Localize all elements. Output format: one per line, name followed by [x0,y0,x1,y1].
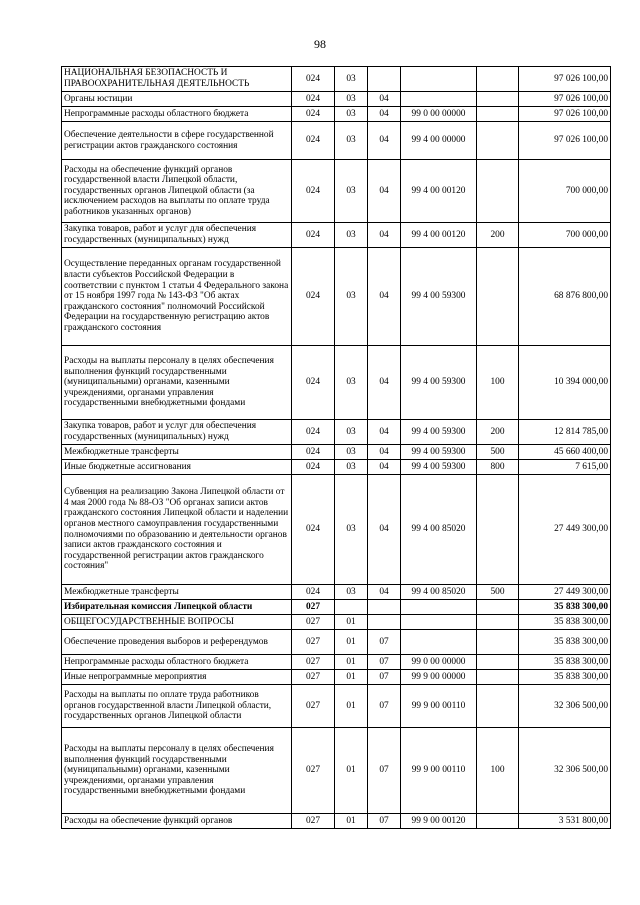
row-article [401,615,477,630]
row-code: 027 [292,655,335,670]
table-row [62,728,611,814]
row-name: Обеспечение проведения выборов и референдумов [62,630,292,655]
row-sum: 35 838 300,00 [519,630,611,655]
row-name: Закупка товаров, работ и услуг для обеспечения государственных (муниципальных) нужд [62,420,292,445]
row-sum: 35 838 300,00 [519,670,611,685]
row-code: 024 [292,107,335,122]
row-section: 01 [335,670,368,685]
row-subsection: 07 [368,670,401,685]
table-row [62,420,611,445]
row-section: 03 [335,585,368,600]
row-article: 99 9 00 00000 [401,670,477,685]
row-sum: 97 026 100,00 [519,67,611,92]
row-name: ОБЩЕГОСУДАРСТВЕННЫЕ ВОПРОСЫ [62,615,292,630]
row-code: 024 [292,92,335,107]
row-code: 027 [292,630,335,655]
row-subsection: 04 [368,460,401,475]
row-subsection: 04 [368,92,401,107]
row-section: 03 [335,248,368,346]
row-expense-type [477,248,519,346]
row-sum: 35 838 300,00 [519,600,611,615]
row-code: 027 [292,600,335,615]
table-row [62,615,611,630]
row-subsection: 04 [368,223,401,248]
row-section: 03 [335,223,368,248]
row-section: 03 [335,346,368,420]
row-section: 03 [335,122,368,160]
row-name: Непрограммные расходы областного бюджета [62,107,292,122]
row-article: 99 4 00 59300 [401,346,477,420]
row-expense-type [477,670,519,685]
table-row [62,814,611,829]
row-section: 03 [335,107,368,122]
row-section: 03 [335,460,368,475]
row-sum: 97 026 100,00 [519,92,611,107]
row-sum: 32 306 500,00 [519,685,611,728]
row-article: 99 4 00 59300 [401,420,477,445]
table-row [62,670,611,685]
row-expense-type: 200 [477,420,519,445]
row-subsection: 07 [368,814,401,829]
row-subsection: 07 [368,685,401,728]
row-code: 024 [292,475,335,585]
row-sum: 700 000,00 [519,160,611,223]
row-name: Иные непрограммные мероприятия [62,670,292,685]
row-article [401,600,477,615]
row-subsection: 07 [368,728,401,814]
row-code: 024 [292,460,335,475]
table-row [62,685,611,728]
table-row [62,223,611,248]
row-code: 024 [292,248,335,346]
row-subsection: 04 [368,420,401,445]
row-expense-type [477,600,519,615]
row-name: Иные бюджетные ассигнования [62,460,292,475]
row-article: 99 0 00 00000 [401,655,477,670]
row-article: 99 4 00 85020 [401,585,477,600]
row-expense-type [477,160,519,223]
row-name: НАЦИОНАЛЬНАЯ БЕЗОПАСНОСТЬ И ПРАВООХРАНИТЕЛЬНАЯ ДЕЯТЕЛЬНОСТЬ [62,67,292,92]
table-row [62,655,611,670]
row-section: 03 [335,445,368,460]
row-subsection: 04 [368,248,401,346]
row-article: 99 0 00 00000 [401,107,477,122]
row-sum: 7 615,00 [519,460,611,475]
row-expense-type [477,685,519,728]
row-expense-type: 200 [477,223,519,248]
row-name: Расходы на обеспечение функций органов государственной власти Липецкой области, государственных органов Липецкой области (за исключением расходов на выплаты по оплате труда работников указанных органов) [62,160,292,223]
row-code: 027 [292,615,335,630]
table-row [62,107,611,122]
row-name: Непрограммные расходы областного бюджета [62,655,292,670]
row-code: 027 [292,685,335,728]
budget-table [61,66,611,829]
row-name: Межбюджетные трансферты [62,445,292,460]
row-subsection [368,67,401,92]
row-expense-type [477,615,519,630]
row-expense-type [477,655,519,670]
row-subsection: 04 [368,160,401,223]
row-expense-type [477,107,519,122]
row-expense-type: 100 [477,728,519,814]
row-expense-type: 800 [477,460,519,475]
row-subsection: 04 [368,445,401,460]
table-row [62,160,611,223]
table-row [62,67,611,92]
row-expense-type: 500 [477,585,519,600]
row-section [335,600,368,615]
row-name: Обеспечение деятельности в сфере государственной регистрации актов гражданского состояния [62,122,292,160]
row-code: 024 [292,223,335,248]
row-expense-type [477,67,519,92]
row-expense-type [477,814,519,829]
row-expense-type [477,92,519,107]
row-section: 03 [335,420,368,445]
row-article: 99 4 00 00000 [401,122,477,160]
row-code: 024 [292,122,335,160]
row-expense-type: 100 [477,346,519,420]
row-code: 024 [292,160,335,223]
row-sum: 12 814 785,00 [519,420,611,445]
row-name: Осуществление переданных органам государственной власти субъектов Российской Федерации в соответствии с пунктом 1 статьи 4 Федерального закона от 15 ноября 1997 года № 143-ФЗ "Об актах гражданского состояния" полномочий Российской Федерации на государственную регистрацию актов гражданского состояния [62,248,292,346]
row-sum: 68 876 800,00 [519,248,611,346]
table-body [62,67,611,829]
row-code: 024 [292,585,335,600]
row-sum: 97 026 100,00 [519,122,611,160]
row-article: 99 9 00 00120 [401,814,477,829]
row-sum: 45 660 400,00 [519,445,611,460]
row-subsection: 04 [368,346,401,420]
row-sum: 97 026 100,00 [519,107,611,122]
row-section: 03 [335,92,368,107]
row-subsection [368,600,401,615]
row-code: 027 [292,670,335,685]
table-row [62,460,611,475]
row-sum: 32 306 500,00 [519,728,611,814]
row-section: 03 [335,160,368,223]
row-article: 99 4 00 00120 [401,223,477,248]
row-sum: 35 838 300,00 [519,655,611,670]
row-article: 99 4 00 59300 [401,445,477,460]
row-article: 99 4 00 85020 [401,475,477,585]
row-section: 01 [335,630,368,655]
row-article: 99 9 00 00110 [401,685,477,728]
row-section: 01 [335,728,368,814]
row-code: 024 [292,346,335,420]
row-code: 027 [292,814,335,829]
row-code: 027 [292,728,335,814]
table-row [62,475,611,585]
row-name: Закупка товаров, работ и услуг для обеспечения государственных (муниципальных) нужд [62,223,292,248]
row-subsection: 04 [368,585,401,600]
row-section: 01 [335,655,368,670]
row-code: 024 [292,445,335,460]
row-expense-type: 500 [477,445,519,460]
row-article [401,67,477,92]
table-row [62,248,611,346]
row-name: Избирательная комиссия Липецкой области [62,600,292,615]
row-subsection: 07 [368,630,401,655]
row-section: 01 [335,814,368,829]
row-name: Межбюджетные трансферты [62,585,292,600]
table-row [62,92,611,107]
row-expense-type [477,122,519,160]
table-row [62,346,611,420]
row-sum: 27 449 300,00 [519,475,611,585]
row-name: Расходы на выплаты персоналу в целях обеспечения выполнения функций государственными (муниципальными) органами, казенными учреждениями, органами управления государственными внебюджетными фондами [62,346,292,420]
row-expense-type [477,475,519,585]
row-section: 01 [335,615,368,630]
row-sum: 27 449 300,00 [519,585,611,600]
row-expense-type [477,630,519,655]
row-sum: 35 838 300,00 [519,615,611,630]
row-subsection: 04 [368,107,401,122]
row-name: Расходы на обеспечение функций органов [62,814,292,829]
table-row [62,630,611,655]
table-row [62,445,611,460]
row-code: 024 [292,420,335,445]
row-name: Расходы на выплаты персоналу в целях обеспечения выполнения функций государственными (муниципальными) органами, казенными учреждениями, органами управления государственными внебюджетными фондами [62,728,292,814]
row-subsection: 07 [368,655,401,670]
row-name: Субвенция на реализацию Закона Липецкой области от 4 мая 2000 года № 88-ОЗ "Об органах записи актов гражданского состояния Липецкой области и наделении органов местного самоуправления государственными полномочиями по образованию и деятельности органов записи актов гражданского состояния и государственной регистрации актов гражданского состояния" [62,475,292,585]
row-subsection: 04 [368,122,401,160]
table-row [62,122,611,160]
row-code: 024 [292,67,335,92]
row-article: 99 4 00 00120 [401,160,477,223]
row-sum: 3 531 800,00 [519,814,611,829]
row-section: 03 [335,67,368,92]
page-number: 98 [314,37,326,51]
row-section: 01 [335,685,368,728]
row-subsection: 04 [368,475,401,585]
row-section: 03 [335,475,368,585]
row-subsection [368,615,401,630]
row-article: 99 9 00 00110 [401,728,477,814]
row-name: Органы юстиции [62,92,292,107]
row-name: Расходы на выплаты по оплате труда работников органов государственной власти Липецкой области, государственных органов Липецкой области [62,685,292,728]
row-article: 99 4 00 59300 [401,460,477,475]
row-article: 99 4 00 59300 [401,248,477,346]
row-sum: 10 394 000,00 [519,346,611,420]
table-row [62,600,611,615]
row-article [401,92,477,107]
row-article [401,630,477,655]
row-sum: 700 000,00 [519,223,611,248]
table-row [62,585,611,600]
